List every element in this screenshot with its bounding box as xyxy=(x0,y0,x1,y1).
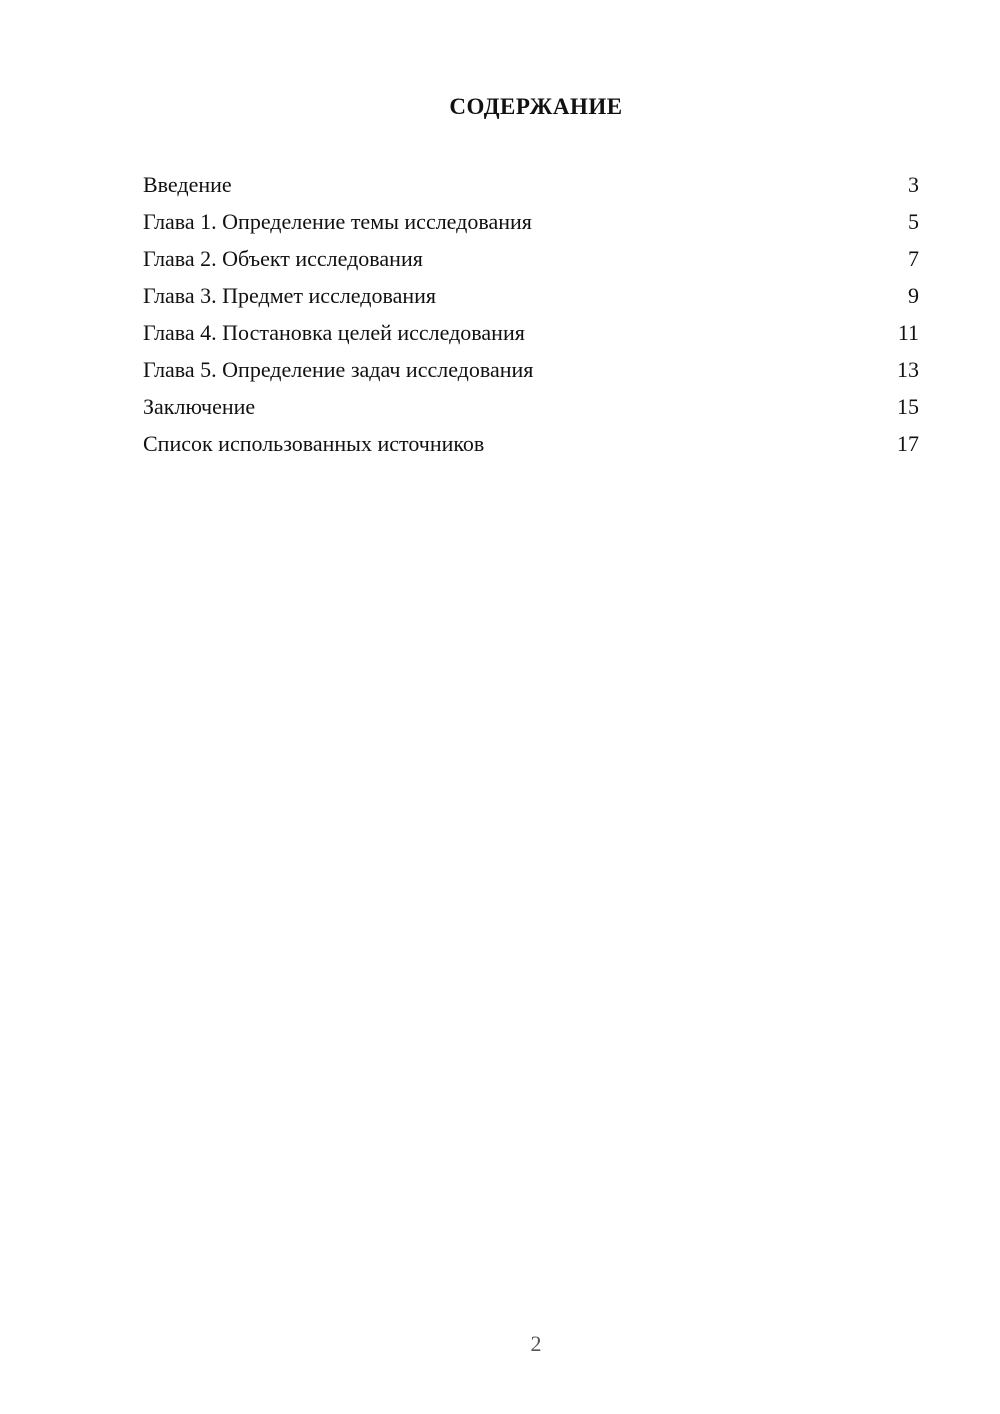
table-of-contents xyxy=(143,166,919,462)
toc-entry-conclusion xyxy=(143,388,919,425)
toc-entry-page: 13 xyxy=(897,357,919,382)
toc-entry-chapter-3 xyxy=(143,277,919,314)
toc-entry-chapter-2 xyxy=(143,240,919,277)
toc-entry-page: 5 xyxy=(908,209,919,234)
toc-entry-label: Введение xyxy=(143,172,232,197)
toc-entry-page: 7 xyxy=(908,246,919,271)
toc-entry-chapter-5 xyxy=(143,351,919,388)
toc-entry-page: 11 xyxy=(897,320,919,345)
page-number: 2 xyxy=(530,1331,542,1356)
toc-entry-label: Глава 1. Определение темы исследования xyxy=(143,209,532,234)
toc-entry-label: Заключение xyxy=(143,394,256,419)
toc-entry-label: Глава 4. Постановка целей исследования xyxy=(143,320,525,345)
page-title: СОДЕРЖАНИЕ xyxy=(449,94,623,119)
toc-entry-page: 3 xyxy=(908,172,919,197)
toc-entry-label: Глава 2. Объект исследования xyxy=(143,246,423,271)
toc-entry-introduction xyxy=(143,166,919,203)
toc-entry-label: Глава 5. Определение задач исследования xyxy=(143,357,534,382)
toc-entry-label: Список использованных источников xyxy=(143,431,485,456)
toc-entry-page: 15 xyxy=(897,394,919,419)
toc-entry-chapter-1 xyxy=(143,203,919,240)
toc-entry-chapter-4 xyxy=(143,314,919,351)
toc-entry-label: Глава 3. Предмет исследования xyxy=(143,283,437,308)
toc-entry-references xyxy=(143,425,919,462)
toc-entry-page: 17 xyxy=(897,431,919,456)
toc-entry-page: 9 xyxy=(908,283,919,308)
